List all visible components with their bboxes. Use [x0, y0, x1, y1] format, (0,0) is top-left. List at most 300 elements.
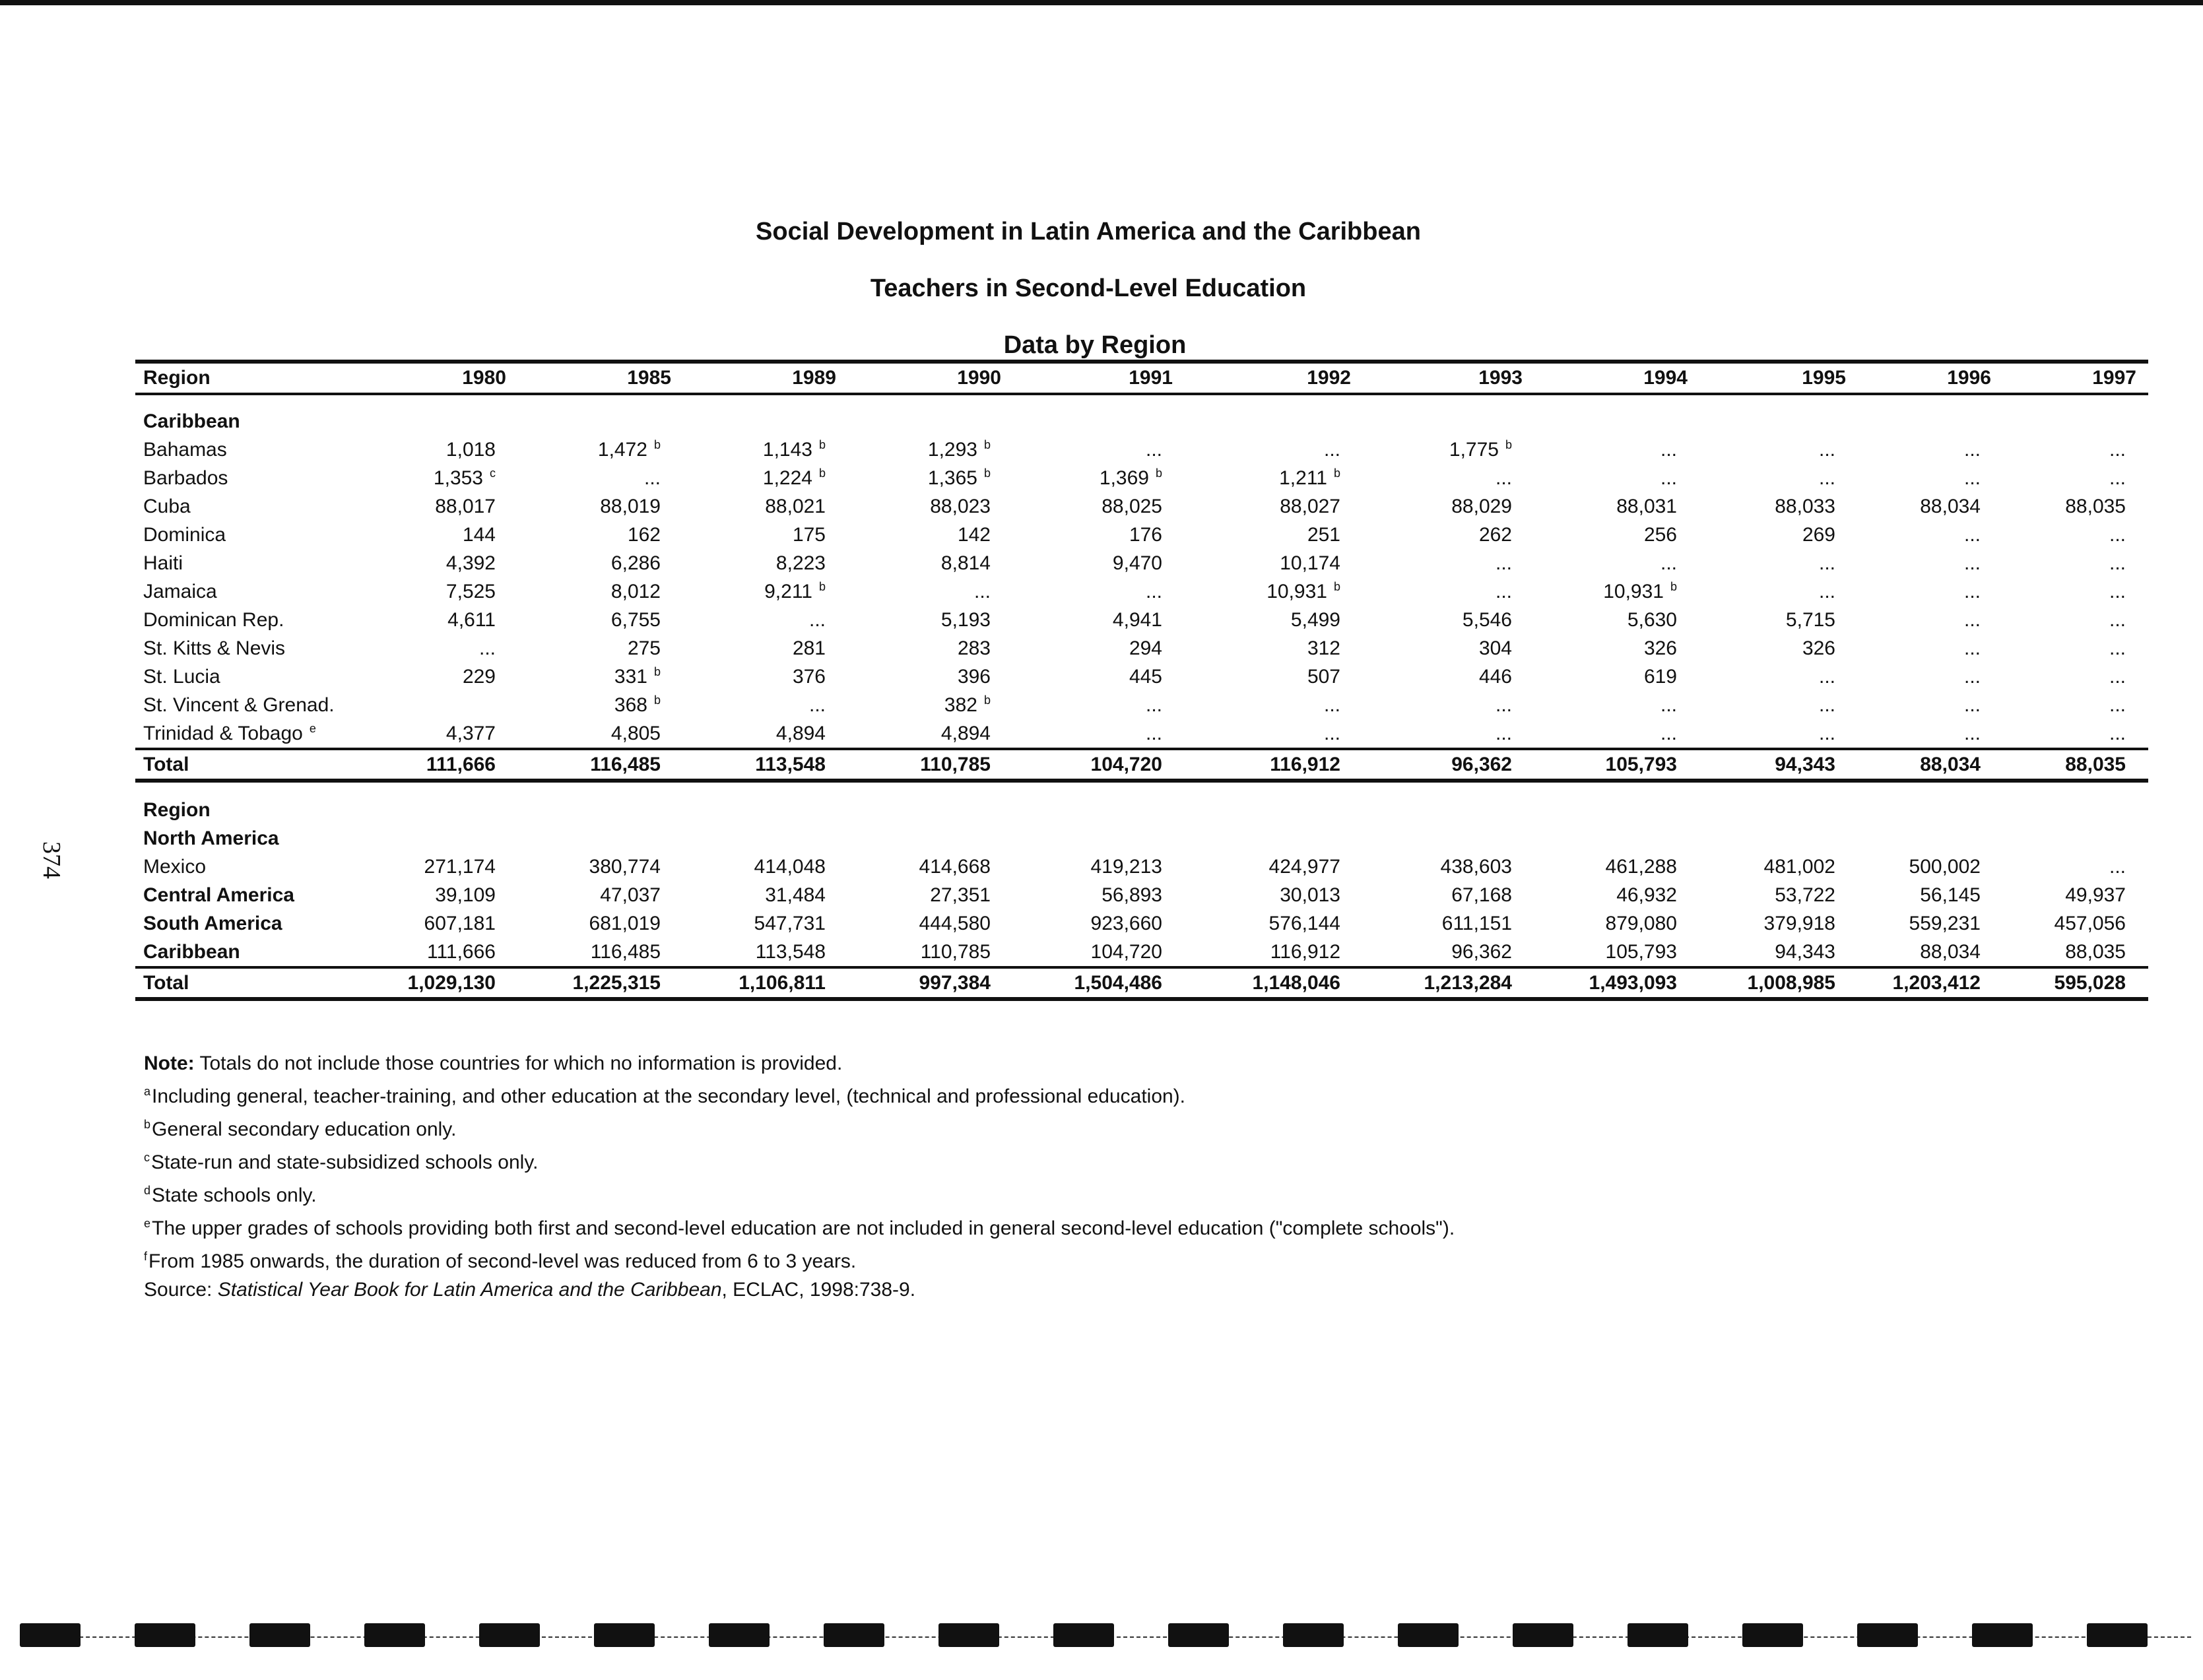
scan-mark — [824, 1623, 884, 1647]
cell-value: 396 — [957, 665, 991, 688]
table-cell: 116,912 — [1270, 940, 1340, 963]
empty-cell — [848, 394, 1013, 436]
footnote-mark: c — [490, 467, 496, 480]
cell-value: 1,775 — [1449, 439, 1499, 461]
cell-value: 88,019 — [600, 495, 661, 517]
table-cell: 116,912 — [1185, 749, 1363, 781]
table-cell — [2003, 521, 2148, 549]
source-line — [144, 1276, 1455, 1304]
table-cell — [848, 606, 1013, 634]
table-cell — [1185, 691, 1363, 719]
table-cell: 67,168 — [1451, 884, 1512, 906]
table-cell — [518, 606, 683, 634]
footnote-mark: b — [983, 438, 991, 451]
group-heading: North America — [143, 827, 279, 849]
cell-value: 445 — [1129, 665, 1162, 688]
cell-value: 88,023 — [930, 495, 991, 517]
cell-value: ... — [1495, 552, 1512, 574]
table-cell: 49,937 — [2065, 884, 2126, 906]
column-header: 1995 — [1699, 362, 1858, 394]
table-row — [135, 691, 2148, 719]
cell-value: 1,353 — [433, 467, 483, 489]
table-header-row — [135, 362, 2148, 394]
table-row — [135, 909, 2148, 938]
table-cell — [683, 464, 848, 492]
group-row — [135, 394, 2148, 436]
cell-value: 262 — [1478, 523, 1512, 546]
source-rest: , ECLAC, 1998:738-9. — [721, 1279, 916, 1301]
row-label — [135, 521, 353, 549]
scan-mark — [364, 1623, 425, 1647]
cell-value: ... — [643, 467, 661, 489]
empty-cell — [1013, 796, 1185, 824]
empty-cell — [1185, 824, 1363, 853]
table-cell — [1534, 436, 1699, 464]
cell-value: 6,286 — [610, 552, 661, 574]
table-row — [135, 662, 2148, 691]
table-cell: 110,785 — [848, 749, 1013, 781]
table-cell — [518, 436, 683, 464]
table-cell — [353, 691, 518, 719]
cell-value: ... — [1145, 722, 1162, 744]
table-cell — [848, 492, 1013, 521]
cell-value: 1,143 — [762, 439, 812, 461]
table-cell — [683, 662, 848, 691]
table-cell: 96,362 — [1363, 749, 1534, 781]
footnote-a — [144, 1078, 1455, 1111]
table-row — [135, 853, 2148, 881]
table-cell — [1363, 691, 1534, 719]
table-cell — [1363, 464, 1534, 492]
footnote-text: From 1985 onwards, the duration of second-level was reduced from 6 to 3 years. — [148, 1250, 857, 1272]
cell-value: 5,499 — [1290, 608, 1340, 631]
table-cell — [1363, 492, 1534, 521]
row-label-text: Cuba — [143, 495, 191, 517]
table-cell: 39,109 — [435, 884, 496, 906]
footnote-mark: b — [1333, 467, 1340, 480]
table-cell — [1185, 577, 1363, 606]
table-cell — [848, 691, 1013, 719]
table-cell: 1,106,811 — [683, 967, 848, 999]
cell-value: ... — [2109, 467, 2126, 489]
empty-cell — [1013, 824, 1185, 853]
cell-value: 9,470 — [1112, 552, 1162, 574]
table-cell: 1,148,046 — [1185, 967, 1363, 999]
cell-value: 5,630 — [1627, 608, 1677, 631]
cell-value: 1,293 — [927, 439, 977, 461]
empty-cell — [518, 824, 683, 853]
table-cell — [1699, 662, 1858, 691]
table-cell — [1534, 634, 1699, 662]
table-cell — [848, 521, 1013, 549]
empty-cell — [1363, 781, 1534, 796]
table-cell: 380,774 — [589, 855, 661, 878]
empty-cell — [2003, 394, 2148, 436]
table-cell — [2003, 436, 2148, 464]
cell-value: ... — [1818, 580, 1835, 602]
cell-value: ... — [478, 637, 496, 659]
table-cell — [1185, 719, 1363, 749]
footnote-c — [144, 1144, 1455, 1177]
table-cell: 681,019 — [589, 912, 661, 934]
cell-value: ... — [808, 608, 826, 631]
row-label-text: Jamaica — [143, 580, 217, 602]
table-cell: 611,151 — [1441, 912, 1512, 934]
row-label: Central America — [143, 884, 294, 906]
cell-value: ... — [2109, 608, 2126, 631]
cell-value: 88,027 — [1280, 495, 1340, 517]
footnote-mark: b — [1155, 467, 1162, 480]
table-cell: 94,343 — [1699, 749, 1858, 781]
table-cell — [1534, 662, 1699, 691]
cell-value: 162 — [627, 523, 661, 546]
table-cell: 53,722 — [1775, 884, 1835, 906]
cell-value: 142 — [957, 523, 991, 546]
table-row — [135, 436, 2148, 464]
table-cell — [1363, 634, 1534, 662]
cell-value: 4,941 — [1112, 608, 1162, 631]
table-cell — [848, 549, 1013, 577]
note-label: Note: — [144, 1052, 195, 1074]
table-cell: 997,384 — [848, 967, 1013, 999]
column-header: 1996 — [1858, 362, 2003, 394]
table-cell — [1534, 549, 1699, 577]
cell-value: 1,369 — [1099, 467, 1149, 489]
empty-cell — [353, 781, 518, 796]
table-cell — [353, 464, 518, 492]
table-cell: 27,351 — [930, 884, 991, 906]
table-cell — [518, 719, 683, 749]
table-cell — [683, 691, 848, 719]
table-cell: 559,231 — [1909, 912, 1981, 934]
table-row — [135, 881, 2148, 909]
cell-value: 6,755 — [610, 608, 661, 631]
row-label — [135, 606, 353, 634]
column-header: 1991 — [1013, 362, 1185, 394]
cell-value: 312 — [1307, 637, 1340, 659]
footnote-d — [144, 1177, 1455, 1210]
table-cell: 88,034 — [1858, 749, 2003, 781]
table-cell: 379,918 — [1763, 912, 1835, 934]
row-label: Mexico — [143, 855, 207, 878]
scan-mark — [1053, 1623, 1114, 1647]
table-cell: 1,493,093 — [1534, 967, 1699, 999]
cell-value: ... — [1660, 467, 1677, 489]
note-text: Totals do not include those countries for which no information is provided. — [194, 1052, 843, 1074]
row-label-text: Bahamas — [143, 438, 227, 461]
row-label: Caribbean — [143, 940, 240, 963]
table-cell — [1534, 577, 1699, 606]
row-label-text: St. Vincent & Grenad. — [143, 694, 335, 716]
spacer-row — [135, 781, 2148, 796]
footnote-mark: b — [1670, 580, 1677, 593]
table-cell — [1185, 492, 1363, 521]
table-cell — [1858, 549, 2003, 577]
table-cell — [1363, 719, 1534, 749]
cell-value: 294 — [1129, 637, 1162, 659]
cell-value: ... — [2109, 523, 2126, 546]
table-caption: Data by Region — [1003, 331, 1187, 359]
cell-value: 326 — [1643, 637, 1677, 659]
cell-value: ... — [1660, 438, 1677, 461]
empty-cell — [1858, 394, 2003, 436]
cell-value: 446 — [1478, 665, 1512, 688]
table-cell — [518, 691, 683, 719]
table-cell — [1013, 549, 1185, 577]
cell-value: ... — [1323, 722, 1340, 744]
table-cell: 110,785 — [920, 940, 991, 963]
cell-value: 256 — [1643, 523, 1677, 546]
cell-value: ... — [1963, 438, 1981, 461]
note-line — [144, 1049, 1455, 1078]
table-row — [135, 521, 2148, 549]
table-cell: 111,666 — [427, 940, 496, 963]
table-cell: 438,603 — [1440, 855, 1512, 878]
table-cell — [1534, 719, 1699, 749]
empty-cell — [683, 824, 848, 853]
table-row — [135, 634, 2148, 662]
cell-value: 1,224 — [762, 467, 812, 489]
cell-value: ... — [1145, 580, 1162, 602]
table-cell — [683, 577, 848, 606]
table-cell — [2003, 662, 2148, 691]
cell-value: 275 — [627, 637, 661, 659]
cell-value: ... — [1963, 467, 1981, 489]
table-cell — [683, 719, 848, 749]
table-cell — [1185, 606, 1363, 634]
table-cell — [1858, 662, 2003, 691]
table-cell — [1185, 549, 1363, 577]
row-label — [135, 464, 353, 492]
row-label — [135, 492, 353, 521]
empty-cell — [1363, 796, 1534, 824]
table-cell — [518, 549, 683, 577]
cell-value: ... — [1323, 694, 1340, 716]
table-cell: 88,035 — [2003, 749, 2148, 781]
cell-value: 4,611 — [447, 608, 496, 631]
footnotes — [144, 1049, 1455, 1304]
empty-cell — [353, 824, 518, 853]
empty-cell — [2003, 781, 2148, 796]
table-cell: 116,485 — [518, 749, 683, 781]
scan-mark — [249, 1623, 310, 1647]
scan-mark — [1168, 1623, 1229, 1647]
table-cell — [1185, 464, 1363, 492]
empty-cell — [135, 781, 353, 796]
table-cell — [353, 577, 518, 606]
empty-cell — [683, 781, 848, 796]
table-cell: 46,932 — [1616, 884, 1677, 906]
scan-edge-marks — [20, 1623, 2191, 1650]
table-cell — [1013, 492, 1185, 521]
cell-value: 269 — [1802, 523, 1835, 546]
source-title: Statistical Year Book for Latin America and the Caribbean — [217, 1279, 722, 1301]
column-header: 1990 — [848, 362, 1013, 394]
table-cell — [683, 492, 848, 521]
empty-cell — [518, 796, 683, 824]
cell-value: ... — [1495, 580, 1512, 602]
footnote-text: Including general, teacher-training, and other education at the secondary level, (technical and professional education). — [152, 1085, 1186, 1107]
cell-value: 5,715 — [1785, 608, 1835, 631]
cell-value: 88,025 — [1102, 495, 1162, 517]
empty-cell — [518, 394, 683, 436]
table-row — [135, 492, 2148, 521]
table-cell — [1185, 634, 1363, 662]
table-cell: 47,037 — [600, 884, 661, 906]
group-heading: Caribbean — [143, 410, 240, 432]
cell-value: ... — [1145, 694, 1162, 716]
column-header: 1985 — [518, 362, 683, 394]
table-cell — [1185, 662, 1363, 691]
footnote-mark: b — [653, 694, 661, 707]
table-cell — [518, 662, 683, 691]
table-cell — [353, 492, 518, 521]
group-row — [135, 796, 2148, 824]
scan-mark — [938, 1623, 999, 1647]
table-cell: 104,720 — [1090, 940, 1162, 963]
cell-value: 331 — [614, 666, 647, 688]
column-header: 1989 — [683, 362, 848, 394]
cell-value: ... — [2109, 722, 2126, 744]
table-cell — [1699, 691, 1858, 719]
document-title: Social Development in Latin America and the Caribbean — [756, 218, 1421, 245]
table-cell — [353, 549, 518, 577]
table-cell — [1363, 662, 1534, 691]
table-cell: 424,977 — [1268, 855, 1340, 878]
cell-value: 8,814 — [940, 552, 991, 574]
table-cell — [1363, 577, 1534, 606]
cell-value: 9,211 — [764, 581, 812, 602]
footnote-text: State schools only. — [152, 1184, 317, 1206]
footnote-mark: b — [983, 694, 991, 707]
cell-value: 507 — [1307, 665, 1340, 688]
table-cell: 481,002 — [1763, 855, 1835, 878]
empty-cell — [1699, 781, 1858, 796]
table-cell: 1,213,284 — [1363, 967, 1534, 999]
table-cell: 923,660 — [1090, 912, 1162, 934]
row-label: South America — [143, 912, 282, 934]
row-label-text: Barbados — [143, 467, 228, 489]
table-cell — [1013, 662, 1185, 691]
cell-value: ... — [1818, 552, 1835, 574]
data-table-container — [135, 360, 2136, 1001]
top-border — [0, 0, 2203, 5]
row-label — [135, 577, 353, 606]
table-cell: 1,225,315 — [518, 967, 683, 999]
footnote-mark: b — [818, 467, 826, 480]
table-cell — [1858, 719, 2003, 749]
cell-value: ... — [2109, 665, 2126, 688]
scan-mark — [1742, 1623, 1803, 1647]
table-cell — [848, 634, 1013, 662]
table-cell — [1699, 436, 1858, 464]
table-cell: 111,666 — [353, 749, 518, 781]
row-label — [135, 436, 353, 464]
table-cell: 113,548 — [755, 940, 826, 963]
table-cell — [1534, 492, 1699, 521]
cell-value: 88,033 — [1775, 495, 1835, 517]
footnote-mark: b — [653, 438, 661, 451]
cell-value: 619 — [1643, 665, 1677, 688]
table-cell — [353, 521, 518, 549]
empty-cell — [1185, 796, 1363, 824]
empty-cell — [1858, 781, 2003, 796]
cell-value: ... — [2109, 694, 2126, 716]
table-cell: 1,029,130 — [353, 967, 518, 999]
cell-value: 10,931 — [1603, 581, 1664, 602]
table-cell: 96,362 — [1451, 940, 1512, 963]
footnote-mark: b — [818, 438, 826, 451]
cell-value: ... — [1660, 552, 1677, 574]
table-cell: 105,793 — [1605, 940, 1677, 963]
row-label-text: Dominican Rep. — [143, 608, 284, 631]
row-label-text: Haiti — [143, 552, 183, 574]
table-cell: 104,720 — [1013, 749, 1185, 781]
empty-cell — [518, 781, 683, 796]
scan-mark — [135, 1623, 195, 1647]
table-row — [135, 464, 2148, 492]
table-row — [135, 549, 2148, 577]
cell-value: ... — [1323, 438, 1340, 461]
table-cell — [1013, 436, 1185, 464]
table-cell — [353, 436, 518, 464]
table-cell: 576,144 — [1268, 912, 1340, 934]
table-cell — [2003, 464, 2148, 492]
cell-value: ... — [1495, 467, 1512, 489]
scan-mark — [594, 1623, 655, 1647]
cell-value: ... — [1963, 523, 1981, 546]
cell-value: ... — [1963, 580, 1981, 602]
empty-cell — [1185, 781, 1363, 796]
table-cell — [1185, 436, 1363, 464]
empty-cell — [1534, 781, 1699, 796]
cell-value: 283 — [957, 637, 991, 659]
table-row — [135, 719, 2148, 749]
table-cell — [2003, 691, 2148, 719]
total-row — [135, 967, 2148, 999]
cell-value: ... — [1818, 467, 1835, 489]
footnote-mark: b — [983, 467, 991, 480]
cell-value: ... — [1660, 694, 1677, 716]
table-cell — [1858, 521, 2003, 549]
table-cell: 500,002 — [1909, 855, 1981, 878]
table-cell: 595,028 — [2003, 967, 2148, 999]
table-cell: 88,034 — [1920, 940, 1981, 963]
table-cell: 414,048 — [754, 855, 826, 878]
table-cell — [2003, 606, 2148, 634]
cell-value: 1,365 — [927, 467, 977, 489]
footnote-mark: d — [144, 1184, 151, 1197]
table-cell — [2003, 634, 2148, 662]
footnote-mark: e — [144, 1217, 151, 1230]
cell-value: ... — [1818, 665, 1835, 688]
table-cell: 116,485 — [590, 940, 661, 963]
empty-cell — [1534, 394, 1699, 436]
empty-cell — [1534, 796, 1699, 824]
cell-value: 10,174 — [1280, 552, 1340, 574]
table-cell: 1,008,985 — [1699, 967, 1858, 999]
empty-cell — [1699, 824, 1858, 853]
cell-value: 281 — [792, 637, 826, 659]
table-cell — [1699, 549, 1858, 577]
table-cell — [1699, 577, 1858, 606]
cell-value: 326 — [1802, 637, 1835, 659]
footnote-mark: f — [144, 1250, 148, 1263]
table-cell: 1,203,412 — [1858, 967, 2003, 999]
cell-value: 376 — [792, 665, 826, 688]
cell-value: 4,894 — [940, 722, 991, 744]
footnote-mark: b — [144, 1118, 151, 1131]
